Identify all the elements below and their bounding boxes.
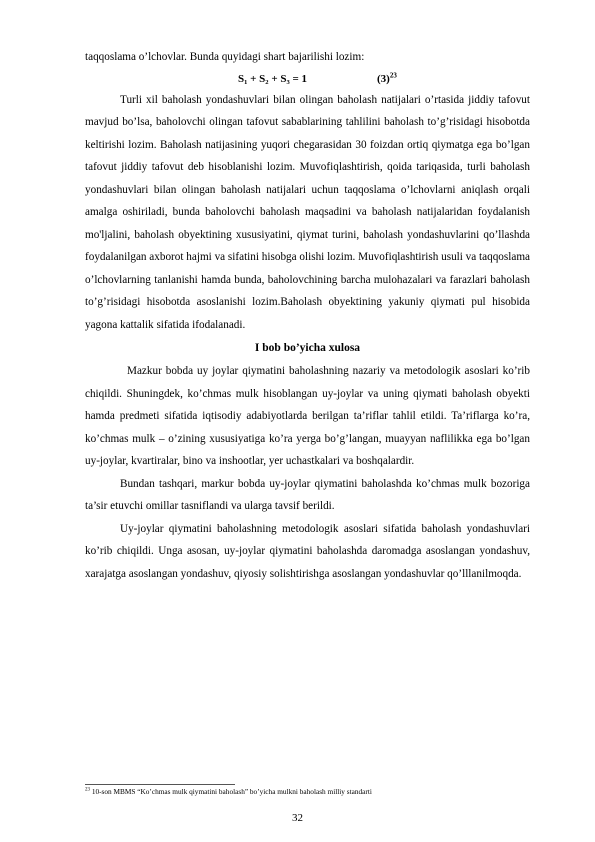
paragraph-approaches: Uy-joylar qiymatini baholashning metodologik asoslari sifatida baholash yondashuvlari ko’rib chiqildi. Unga asosan, uy-joylar qiymatini baholashda daromadga asoslangan yondashuv, xarajatga asoslangan yondashuv, qiyosiy solishtirishga asoslangan yondashuvlar qo’lllanilmoqda. bbox=[85, 522, 530, 580]
footnote-divider bbox=[85, 784, 235, 785]
intro-line: taqqoslama o’lchovlar. Bunda quyidagi shart bajarilishi lozim: bbox=[85, 51, 365, 63]
formula-number-text: (3) bbox=[377, 72, 390, 85]
footnote-marker: 23 bbox=[85, 787, 90, 793]
formula-number bbox=[377, 69, 397, 89]
paragraph-market-factors: Bundan tashqari, markur bobda uy-joylar qiymatini baholashda ko’chmas mulk bozoriga ta’sir etuvchi omillar tasniflandi va ularga tavsif berildi. bbox=[85, 477, 530, 512]
paragraph-reconciliation: Turli xil baholash yondashuvlari bilan olingan baholash natijalari o’rtasida jiddiy tafovut mavjud bo’lsa, baholovchi olingan tafovut sabablarining tahlilini baholash to’g’risidagi hisobotda keltirishi lozim. Baholash natijasining yuqori chegarasidan 30 foizdan ortiq qiymatga ega bo’lgan tafovut jiddiy tafovut deb hisoblanishi lozim. Muvofiqlashtirish, qoida tariqasida, turli baholash yondashuvlari bilan olingan baholash natijalari uchun taqqoslama o’lchovlarni aniqlash orqali amalga oshiriladi, bunda baholovchi baholash maqsadini va baholash natijalaridan foydalanish mo'ljalini, baholash obyektining xususiyatini, qiymat turini, baholash yondashuvlarini qo’llashda foydalanilgan axborot hajmi va sifatini hisobga olishi lozim. Muvofiqlashtirish usuli va taqqoslama o’lchovlarning tanlanishi hamda bunda, baholovchining barcha mulohazalari va farazlari baholash to’g’risidagi hisobotda asoslanishi lozim.Baholash obyektining yakuniy qiymati pul hisobida yagona kattalik sifatida ifodalanadi. bbox=[85, 93, 530, 331]
page-body bbox=[85, 46, 530, 585]
footnote-text: 10-son MBMS “Ko’chmas mulk qiymatini baholash” bo’yicha mulkni baholash milliy standarti bbox=[90, 787, 372, 796]
footnote bbox=[85, 787, 372, 797]
page-number: 32 bbox=[292, 812, 303, 824]
footnote-reference[interactable]: 23 bbox=[389, 70, 397, 79]
formula-expression: S₁ + S₂ + S₃ = 1 bbox=[238, 72, 308, 85]
formula-line bbox=[85, 69, 530, 89]
section-heading: I bob bo’yicha xulosa bbox=[254, 342, 361, 354]
paragraph-chapter-summary: Mazkur bobda uy joylar qiymatini baholashning nazariy va metodologik asoslari ko’rib chiqildi. Shuningdek, ko’chmas mulk hisoblangan uy-joylar va uning qiymati baholash obyekti hamda predmeti sifatida iqtisodiy adabiyotlarda berilgan ta’riflar tahlil etildi. Ta’riflarga ko’ra, ko’chmas mulk – o’zining xususiyatiga ko’ra yerga bo’g’langan, muayyan naflilikka ega bo’lgan uy-joylar, kvartiralar, bino va inshootlar, yer uchastkalari va boshqalardir. bbox=[85, 365, 530, 467]
